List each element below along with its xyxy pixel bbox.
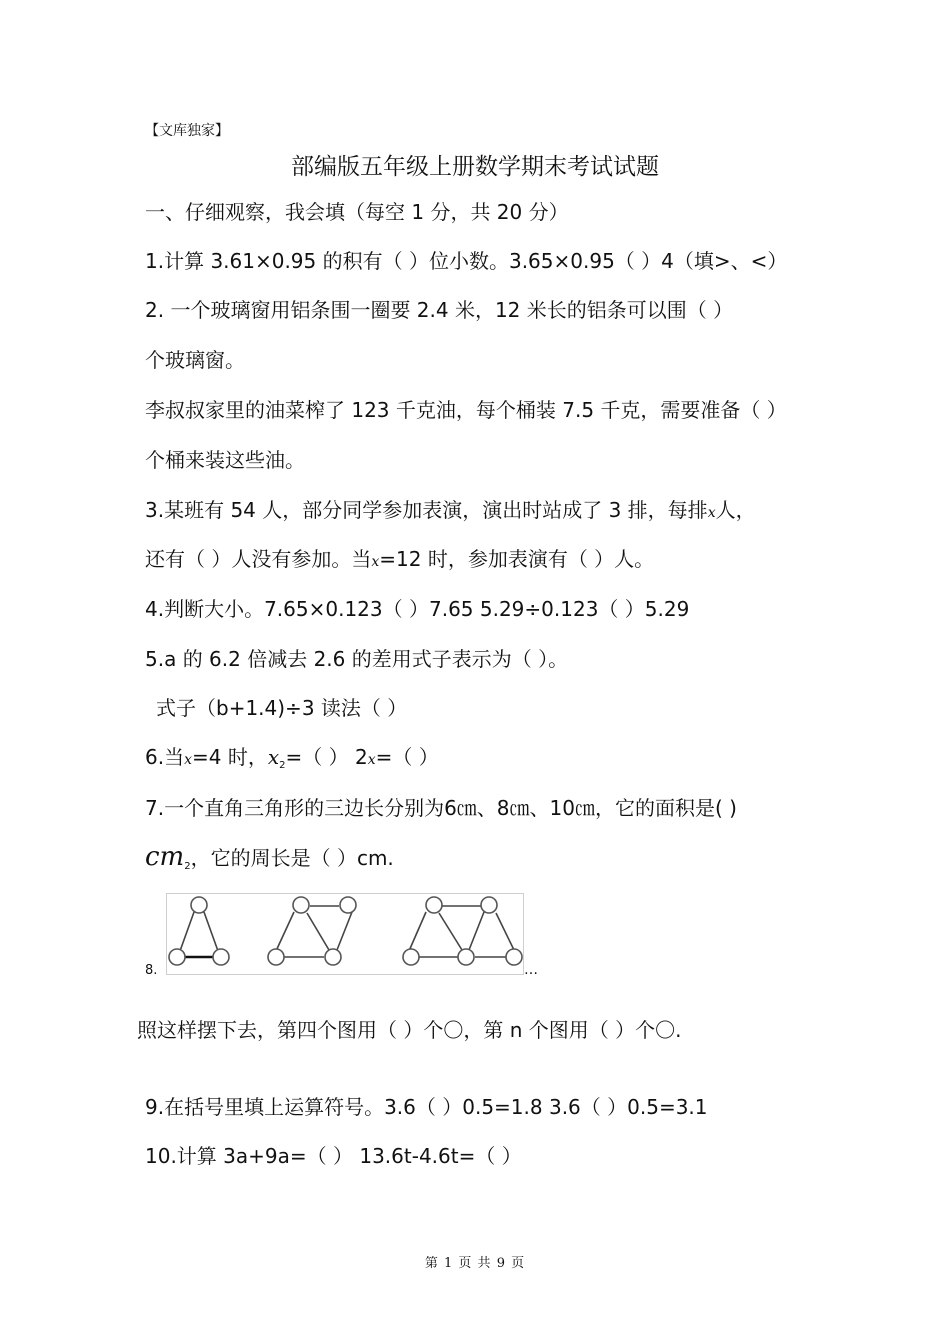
question-9: 9.在括号里填上运算符号。3.6（ ）0.5=1.8 3.6（ ）0.5=3.1	[145, 1095, 708, 1119]
question-2-line-1: 2. 一个玻璃窗用铝条围一圈要 2.4 米，12 米长的铝条可以围（ ）	[145, 298, 734, 322]
variable-x: x	[367, 752, 376, 768]
question-2-line-4: 个桶来装这些油。	[145, 448, 305, 472]
variable-x: x	[371, 554, 380, 570]
unit-cm: cm	[145, 842, 185, 872]
q6-text-b: =4 时，	[192, 745, 268, 769]
question-2-line-2: 个玻璃窗。	[145, 348, 245, 372]
q3-text-d: =12 时，参加表演有（ ）人。	[379, 547, 655, 571]
question-2-line-3: 李叔叔家里的油菜榨了 123 千克油，每个桶装 7.5 千克，需要准备（ ）	[145, 398, 787, 422]
variable-x: x	[184, 752, 192, 768]
question-8-number: 8.	[145, 963, 158, 978]
question-7-line-2	[145, 844, 394, 870]
document-tag: 【文库独家】	[145, 123, 229, 139]
question-7-line-1: 7.一个直角三角形的三边长分别为6㎝、8㎝、10㎝，它的面积是( )	[145, 796, 737, 820]
section-heading: 一、仔细观察，我会填（每空 1 分，共 20 分）	[145, 200, 569, 224]
q3-text-b: 人，	[715, 498, 756, 522]
question-5-line-1: 5.a 的 6.2 倍减去 2.6 的差用式子表示为（ ）。	[145, 647, 569, 671]
question-3-line-1	[145, 500, 756, 520]
q3-text-a: 3.某班有 54 人，部分同学参加表演，演出时站成了 3 排，每排	[145, 498, 708, 522]
q6-text-a: 6.当	[145, 745, 185, 769]
question-10: 10.计算 3a+9a=（ ） 13.6t-4.6t=（ ）	[145, 1144, 522, 1168]
ellipsis: …	[524, 962, 538, 978]
circle-pattern-figure	[166, 893, 524, 975]
variable-x: x	[267, 745, 280, 769]
question-1: 1.计算 3.61×0.95 的积有（ ）位小数。3.65×0.95（ ）4（填>、<）	[145, 249, 788, 273]
page-title: 部编版五年级上册数学期末考试试题	[291, 154, 659, 180]
q6-text-d: =（ ）	[375, 745, 439, 769]
question-6	[145, 745, 439, 771]
question-5-line-2: 式子（b+1.4)÷3 读法（ ）	[156, 696, 408, 720]
q3-text-c: 还有（ ）人没有参加。当	[145, 547, 372, 571]
question-8-text: 照这样摆下去，第四个图用（ ）个〇，第 n 个图用（ ）个〇.	[137, 1018, 682, 1042]
question-4: 4.判断大小。7.65×0.123（ ）7.65 5.29÷0.123（ ）5.29	[145, 597, 690, 621]
exponent: 2	[184, 861, 191, 872]
question-3-line-2	[145, 549, 654, 569]
q7-text-b: ，它的周长是（ ）cm.	[190, 846, 394, 870]
q6-text-c: =（ ） 2	[285, 745, 368, 769]
page-footer: 第 1 页 共 9 页	[424, 1256, 526, 1271]
exponent: 2	[279, 760, 286, 771]
variable-x: x	[707, 505, 716, 521]
